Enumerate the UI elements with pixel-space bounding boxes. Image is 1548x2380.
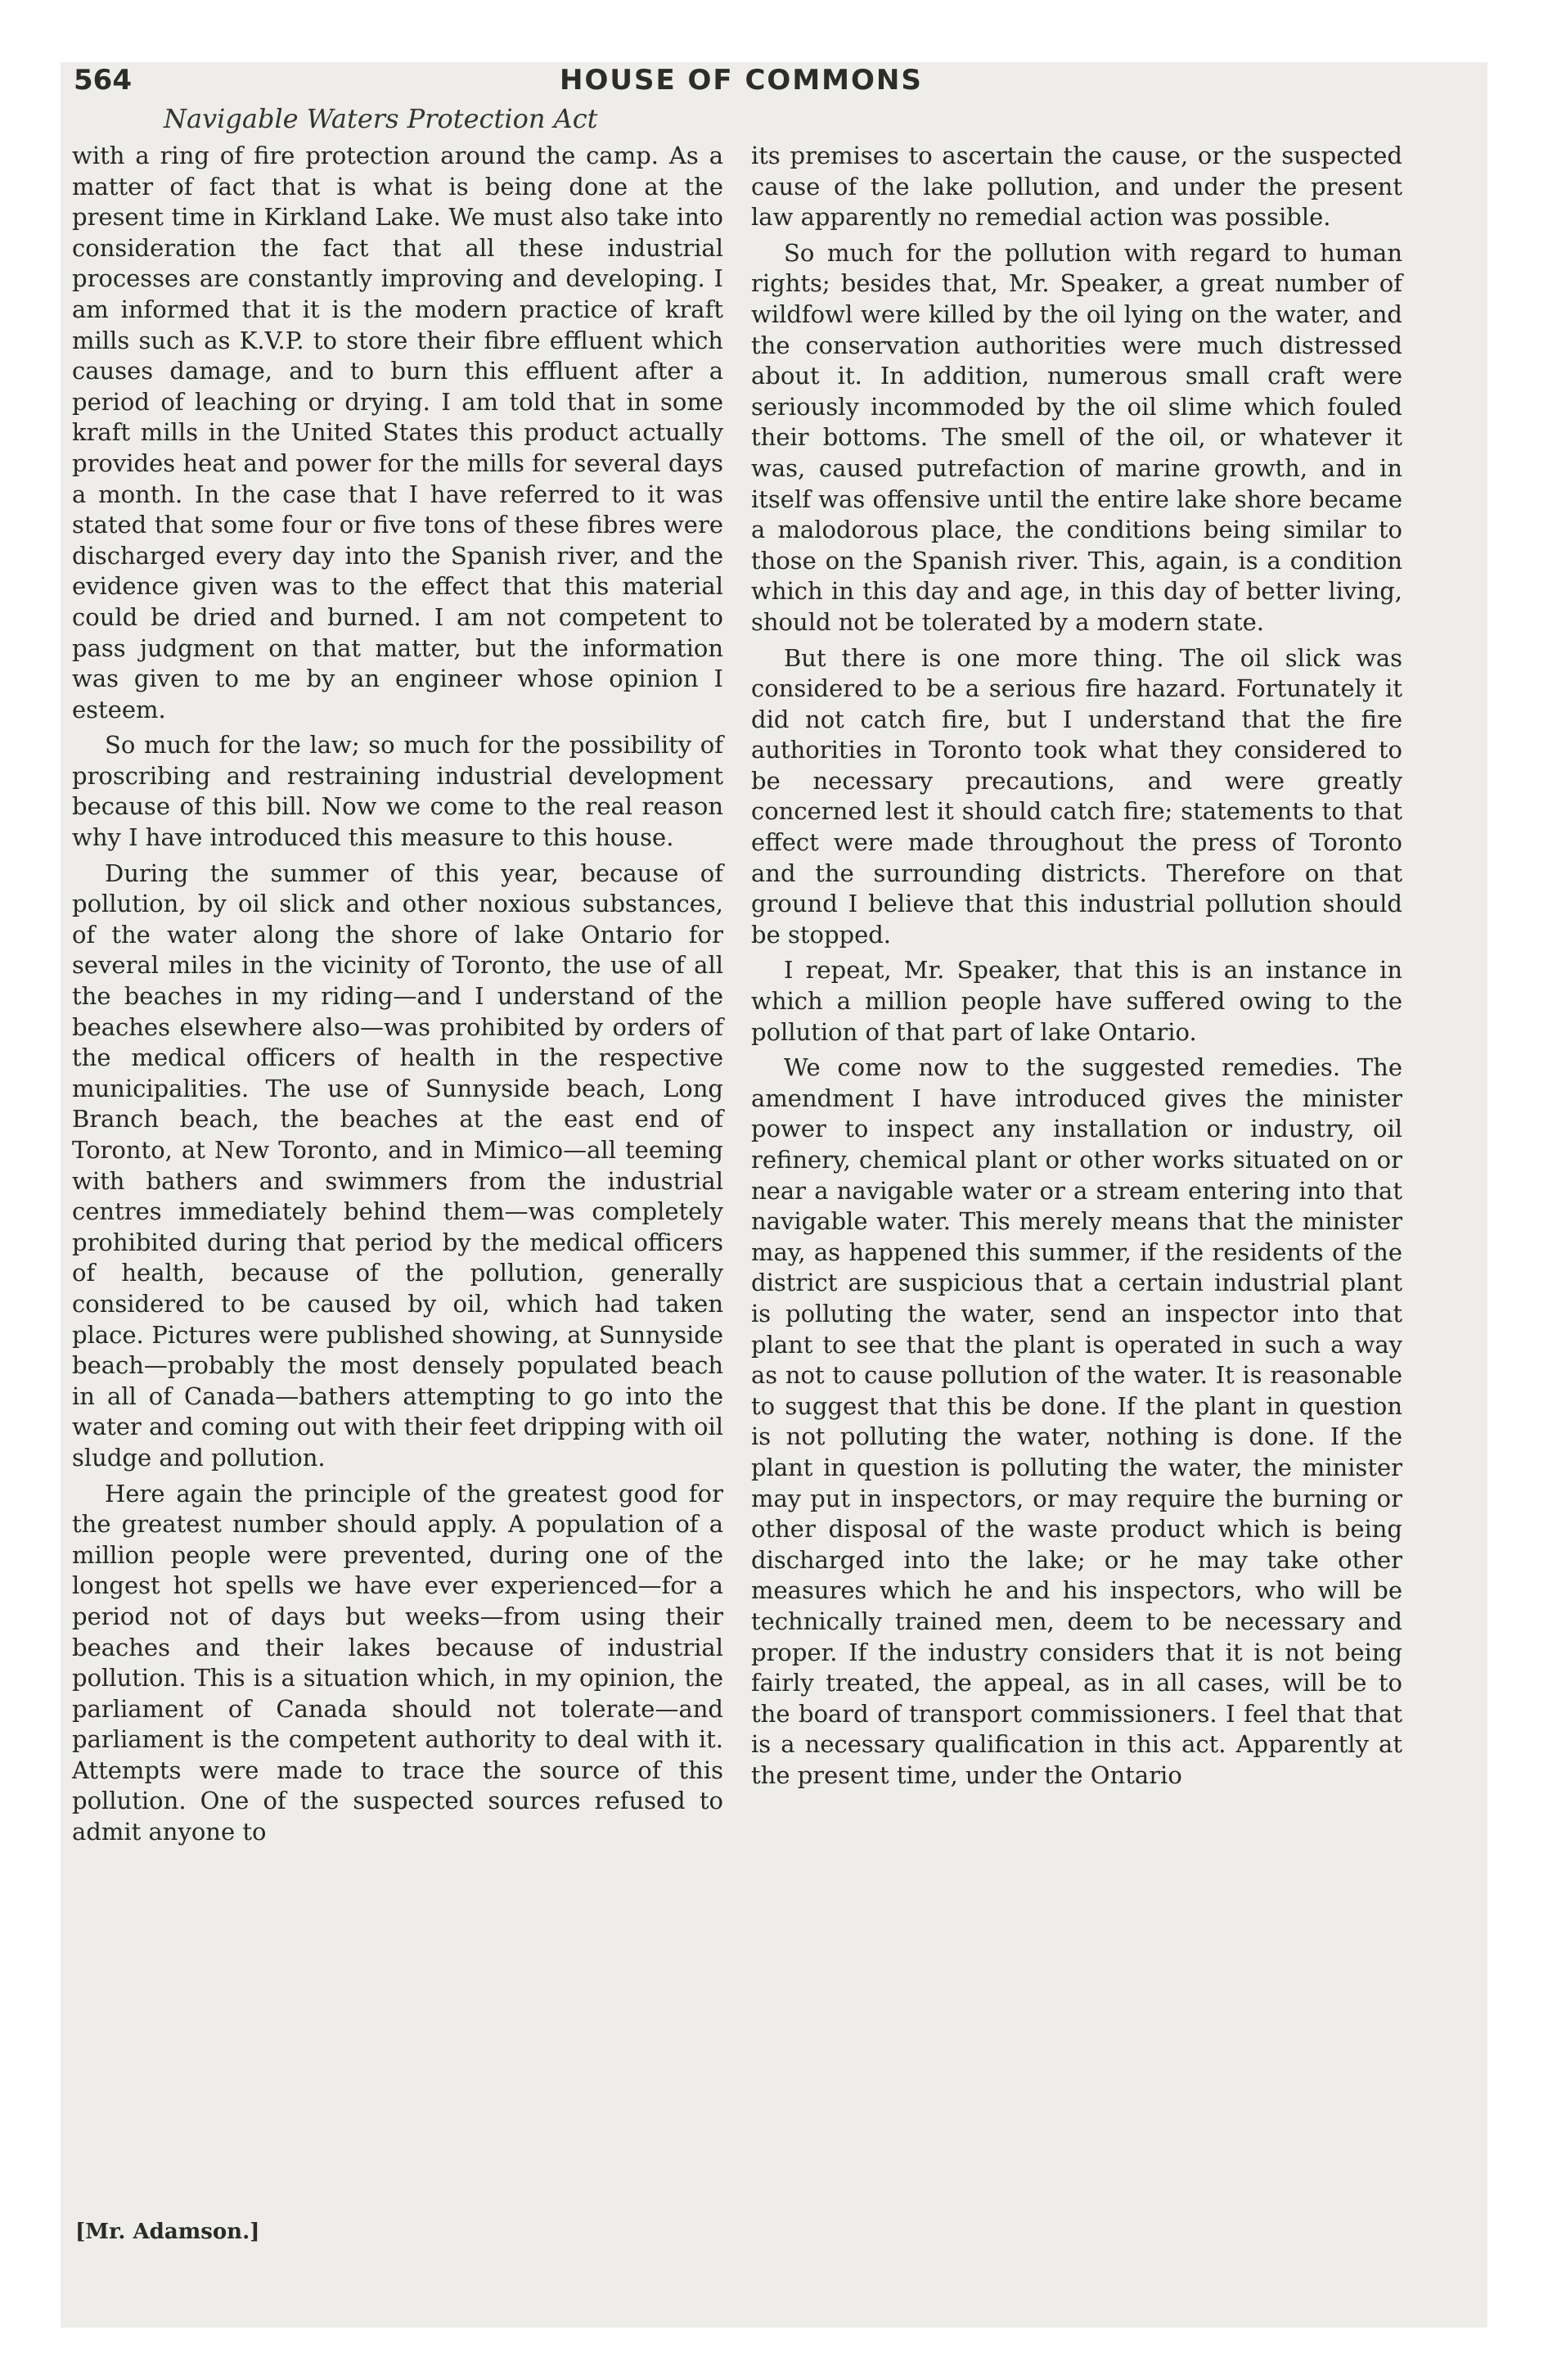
paragraph: We come now to the suggested remedies. The amendment I have introduced gives the minister power to inspect any installation or industry, oil refinery, chemical plant or other works situated on or near a navigable water or a stream entering into that navigable water. This merely means that the minister may, as happened this summer, if the residents of the district are suspicious that a certain industrial plant is polluting the water, send an inspector into that plant to see that the plant is operated in such a way as not to cause pollution of the water. It is reasonable to suggest that this be done. If the plant in question is not polluting the water, nothing is done. If the plant in question is polluting the water, the minister may put in inspectors, or may require the burning or other disposal of the waste product which is being discharged into the lake; or he may take other measures which he and his inspectors, who will be technically trained men, deem to be necessary and proper. If the industry considers that it is not being fairly treated, the appeal, as in all cases, will be to the board of transport commissioners. I feel that that is a necessary qualification in this act. Apparently at the present time, under the Ontario xyxy=(751,1053,1402,1789)
right-column xyxy=(751,141,1402,1796)
running-head: Navigable Waters Protection Act xyxy=(164,103,598,134)
paragraph: its premises to ascertain the cause, or the suspected cause of the lake pollution, and under the present law apparently no remedial action was possible. xyxy=(751,142,1402,232)
paragraph: But there is one more thing. The oil slick was considered to be a serious fire hazard. Fortunately it did not catch fire, but I understand that the fire authorities in Toronto took what they considered to be necessary precautions, and were greatly concerned lest it should catch fire; statements to that effect were made throughout the press of Toronto and the surrounding districts. Therefore on that ground I believe that this industrial pollution should be stopped. xyxy=(751,643,1402,949)
paragraph: During the summer of this year, because of pollution, by oil slick and other noxious substances, of the water along the shore of lake Ontario for several miles in the vicinity of Toronto, the use of all the beaches in my riding—and I understand of the beaches elsewhere also—was prohibited by orders of the medical officers of health in the respective municipalities. The use of Sunnyside beach, Long Branch beach, the beaches at the east end of Toronto, at New Toronto, and in Mimico—all teeming with bathers and swimmers from the industrial centres immediately behind them—was completely prohibited during that period by the medical officers of health, because of the pollution, generally considered to be caused by oil, which had taken place. Pictures were published showing, at Sunnyside beach—probably the most densely populated beach in all of Canada—bathers attempting to go into the water and coming out with their feet dripping with oil sludge and pollution. xyxy=(72,859,723,1472)
paragraph: So much for the law; so much for the possibility of proscribing and restraining industrial development because of this bill. Now we come to the real reason why I have introduced this measure to this house. xyxy=(72,731,723,852)
speaker-footer: [Mr. Adamson.] xyxy=(75,2220,260,2244)
paragraph: I repeat, Mr. Speaker, that this is an instance in which a million people have suffered owing to the pollution of that part of lake Ontario. xyxy=(751,956,1402,1046)
paragraph: Here again the principle of the greatest good for the greatest number should apply. A population of a million people were prevented, during one of the longest hot spells we have ever experienced—for a period not of days but weeks—from using their beaches and their lakes because of industrial pollution. This is a situation which, in my opinion, the parliament of Canada should not tolerate—and parliament is the competent authority to deal with it. Attempts were made to trace the source of this pollution. One of the suspected sources refused to admit anyone to xyxy=(72,1479,723,1846)
page-title: HOUSE OF COMMONS xyxy=(560,64,923,97)
paragraph: So much for the pollution with regard to human rights; besides that, Mr. Speaker, a great number of wildfowl were killed by the oil lying on the water, and the conservation authorities were much distressed about it. In addition, numerous small craft were seriously incommoded by the oil slime which fouled their bottoms. The smell of the oil, or whatever it was, caused putrefaction of marine growth, and in itself was offensive until the entire lake shore became a malodorous place, the conditions being similar to those on the Spanish river. This, again, is a condition which in this day and age, in this day of better living, should not be tolerated by a modern state. xyxy=(751,238,1402,636)
paragraph: with a ring of fire protection around the camp. As a matter of fact that is what is being done at the present time in Kirkland Lake. We must also take into consideration the fact that all these industrial processes are constantly improving and developing. I am informed that it is the modern practice of kraft mills such as K.V.P. to store their fibre effluent which causes damage, and to burn this effluent after a period of leaching or drying. I am told that in some kraft mills in the United States this product actually provides heat and power for the mills for several days a month. In the case that I have referred to it was stated that some four or five tons of these fibres were discharged every day into the Spanish river, and the evidence given was to the effect that this material could be dried and burned. I am not competent to pass judgment on that matter, but the information was given to me by an engineer whose opinion I esteem. xyxy=(72,142,723,723)
page-number: 564 xyxy=(74,64,132,97)
left-column xyxy=(72,141,723,1853)
